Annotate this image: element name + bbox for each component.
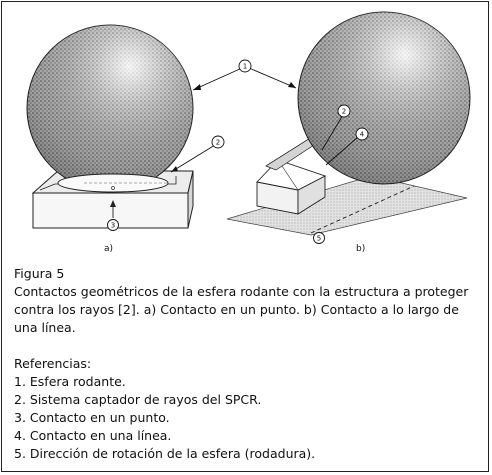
callout-5 bbox=[314, 233, 325, 244]
figure-description: Contactos geométricos de la esfera rodante con la estructura a proteger contra los rayos [2]. a) Contacto en un punto. b) Contacto a lo largo de una línea. bbox=[14, 284, 469, 335]
svg-text:2: 2 bbox=[215, 138, 221, 147]
svg-text:3: 3 bbox=[110, 221, 116, 230]
callout-1 bbox=[239, 60, 251, 72]
callout-2-b bbox=[338, 105, 350, 117]
svg-text:5: 5 bbox=[316, 234, 322, 243]
panel-b bbox=[227, 12, 470, 235]
callout-4 bbox=[356, 128, 368, 140]
svg-text:2: 2 bbox=[341, 107, 347, 116]
references-title: Referencias: bbox=[14, 356, 92, 371]
svg-text:1: 1 bbox=[242, 62, 248, 71]
callout-2-a bbox=[212, 136, 224, 148]
callout-3 bbox=[108, 220, 119, 231]
panel-label-b: b) bbox=[356, 244, 366, 254]
panel-label-a: a) bbox=[104, 244, 114, 254]
figure-caption bbox=[14, 265, 480, 463]
reference-item: 3. Contacto en un punto. bbox=[14, 410, 170, 425]
reference-item: 1. Esfera rodante. bbox=[14, 374, 126, 389]
reference-item: 5. Dirección de rotación de la esfera (rodadura). bbox=[14, 446, 316, 461]
reference-item: 4. Contacto en una línea. bbox=[14, 428, 172, 443]
reference-item: 2. Sistema captador de rayos del SPCR. bbox=[14, 392, 262, 407]
figure-label: Figura 5 bbox=[14, 266, 65, 281]
svg-text:4: 4 bbox=[359, 130, 365, 139]
panel-a bbox=[27, 25, 193, 228]
